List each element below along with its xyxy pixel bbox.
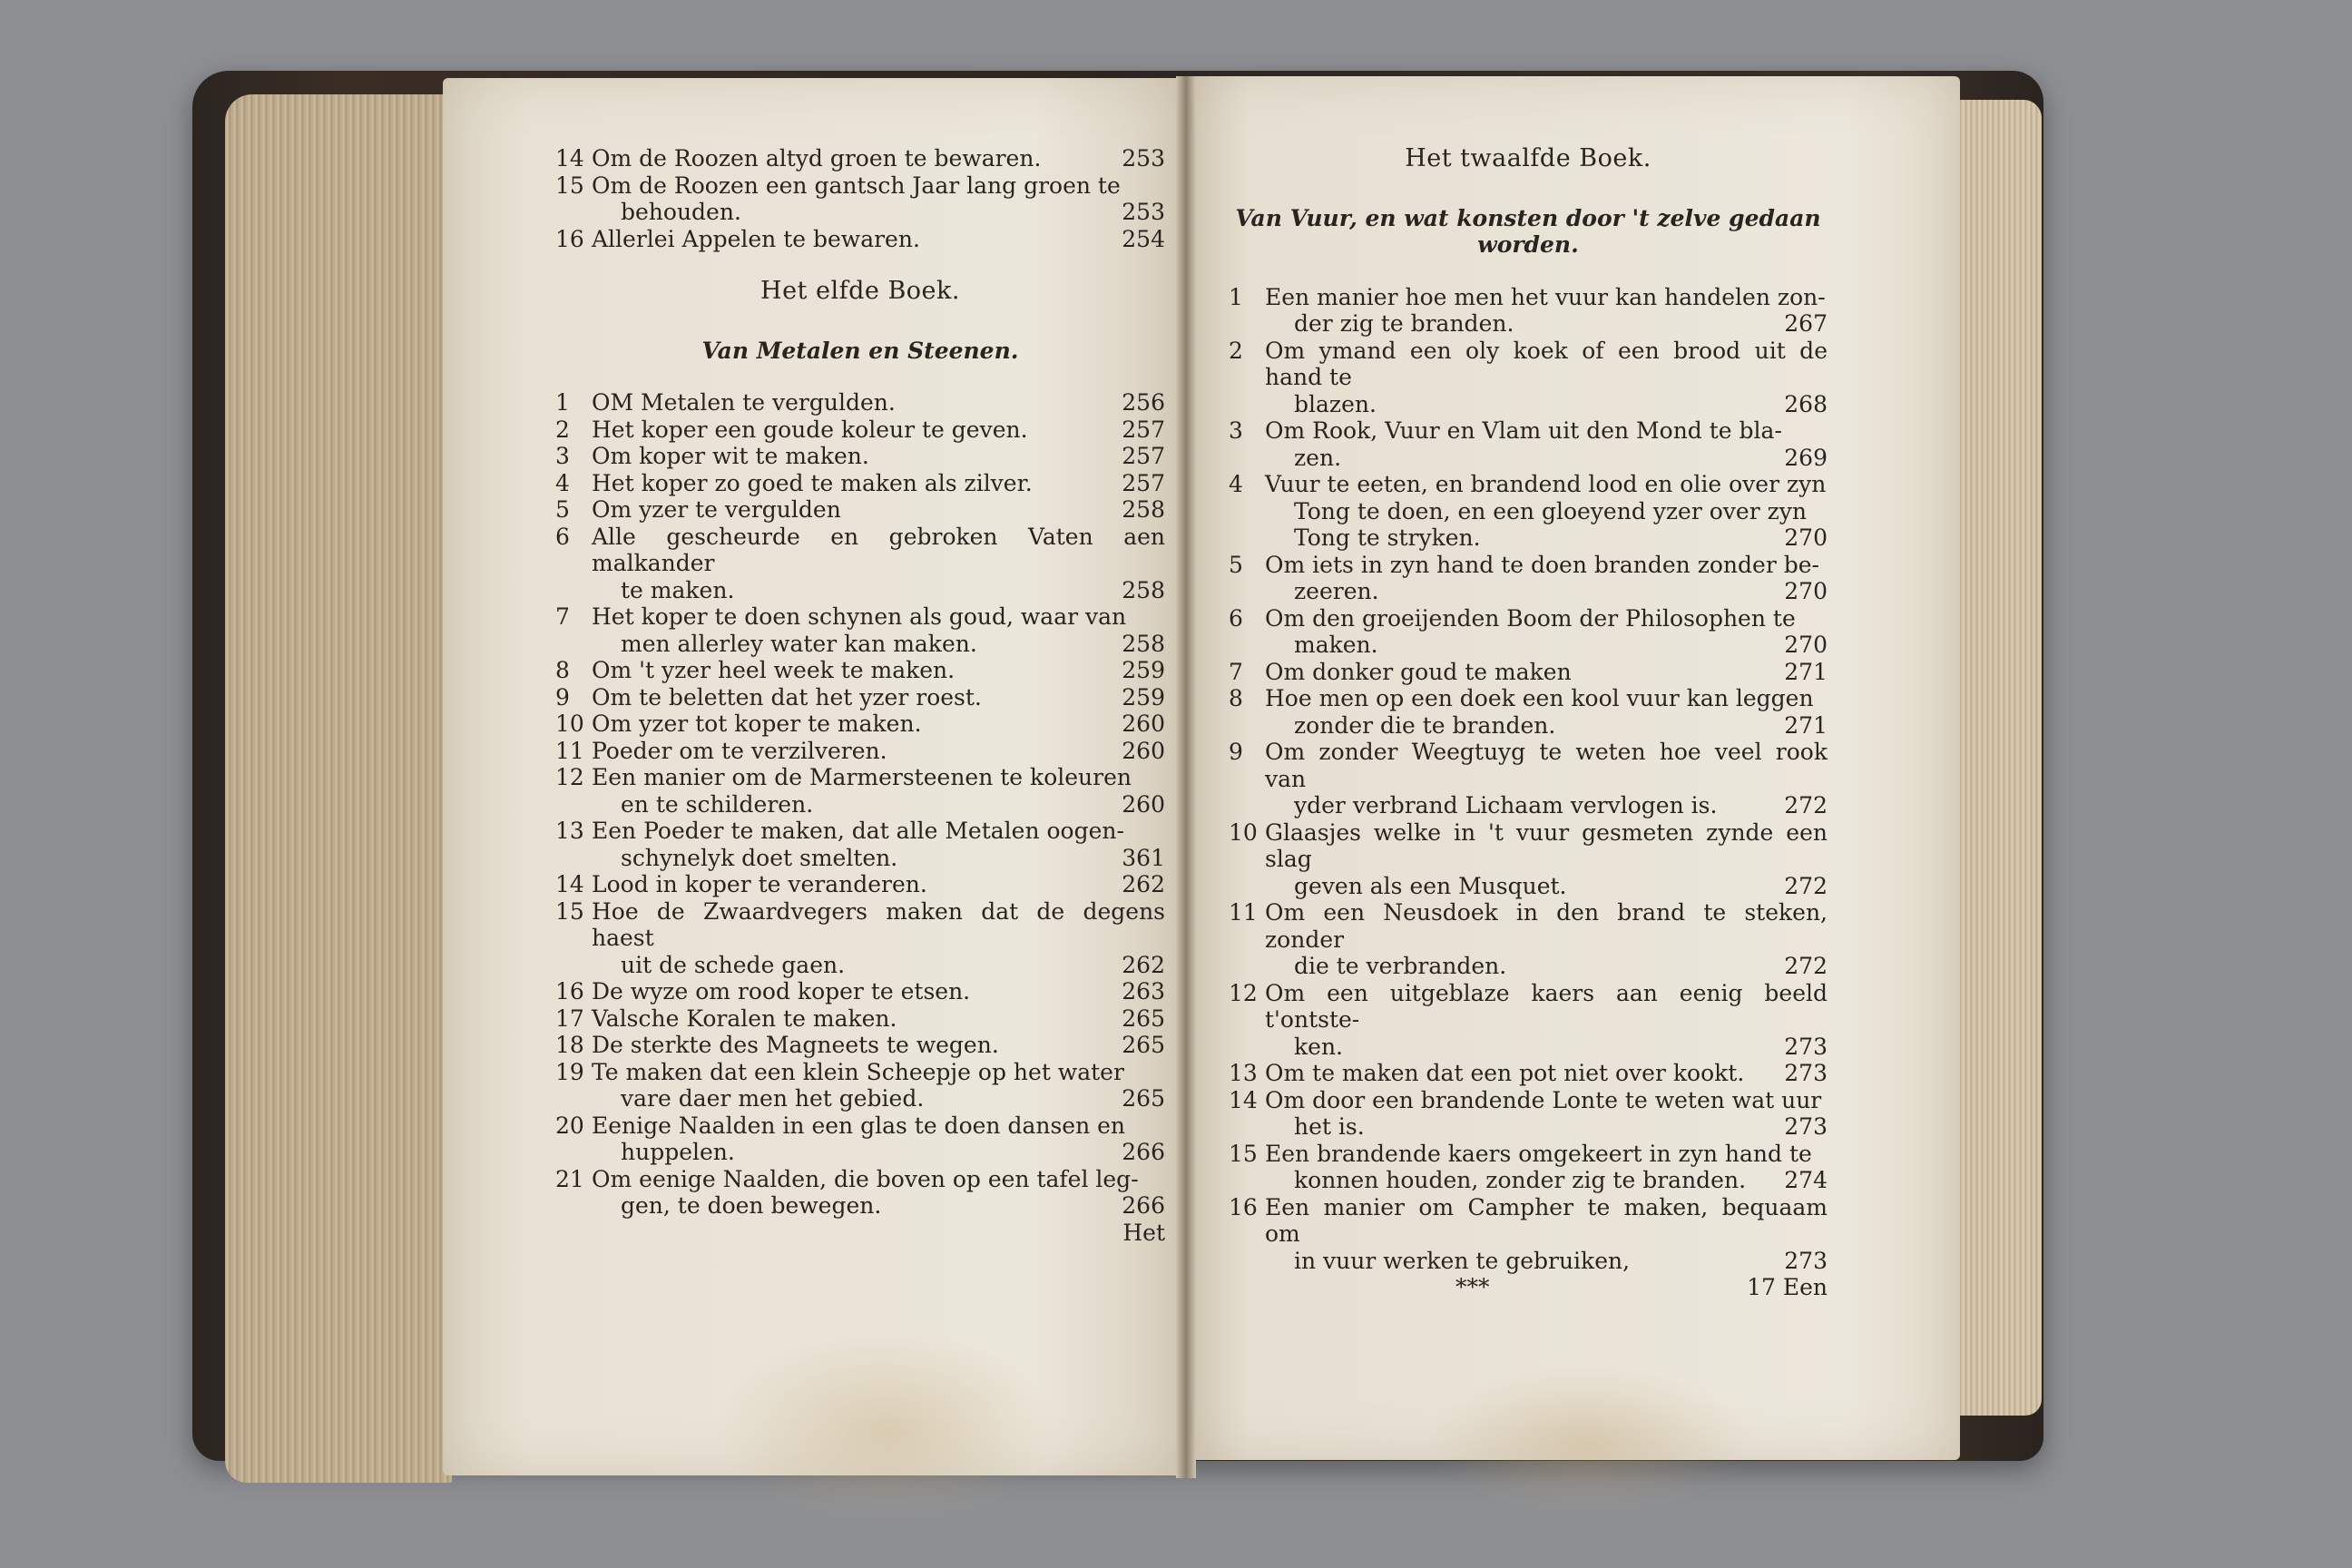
entry-text: Alle gescheurde en gebroken Vaten aen malkander — [592, 523, 1165, 576]
entry-page-number: 271 — [1784, 711, 1828, 739]
entry-number: 12 — [555, 764, 584, 790]
left-section-title: Van Metalen en Steenen. — [701, 337, 1019, 364]
entry-page-number: 265 — [1122, 1032, 1165, 1058]
entry-continuation — [1229, 391, 1828, 418]
entry-number: 15 — [555, 172, 584, 199]
entry-number: 17 — [555, 1004, 584, 1032]
ornament: *** — [1455, 1274, 1490, 1300]
entry-text: Valsche Koralen te maken. — [592, 1004, 897, 1032]
entry-text: Om iets in zyn hand te doen branden zonder be- — [1265, 551, 1819, 578]
entry-text: OM Metalen te vergulden. — [592, 389, 896, 416]
entry-text: Om de Roozen altyd groen te bewaren. — [592, 145, 1042, 172]
entry-continuation — [555, 577, 1165, 604]
toc-entry — [555, 710, 1165, 738]
entry-number: 3 — [555, 443, 570, 469]
entry-number: 19 — [555, 1058, 584, 1085]
entry-text: Vuur te eeten, en brandend lood en olie over zyn — [1265, 471, 1827, 497]
toc-entry — [555, 443, 1165, 470]
entry-text-continued: vare daer men het gebied. — [621, 1085, 925, 1112]
entry-text-continued: yder verbrand Lichaam vervlogen is. — [1294, 792, 1718, 818]
toc-entry — [1229, 1141, 1828, 1168]
entry-number: 13 — [555, 818, 584, 844]
toc-entry — [1229, 338, 1828, 391]
entry-continuation — [555, 631, 1165, 658]
toc-entry — [555, 684, 1165, 711]
entry-continuation — [1229, 1034, 1828, 1061]
entry-page-number: 265 — [1122, 1004, 1165, 1032]
water-stain — [1425, 1365, 1751, 1519]
entry-page-number: 272 — [1784, 792, 1828, 818]
toc-entry — [1229, 980, 1828, 1034]
entry-number: 6 — [1229, 604, 1243, 632]
entry-text: Lood in koper te veranderen. — [592, 871, 927, 897]
toc-entry — [555, 738, 1165, 765]
entry-text: De sterkte des Magneets te wegen. — [592, 1032, 999, 1058]
entry-number: 2 — [555, 416, 570, 443]
entry-page-number: 266 — [1122, 1139, 1165, 1165]
entry-text-continued: Tong te stryken. — [1294, 524, 1481, 551]
entry-continuation — [555, 199, 1165, 226]
entry-number: 11 — [1229, 899, 1258, 926]
entry-number: 5 — [1229, 551, 1243, 578]
entry-text: Glaasjes welke in 't vuur gesmeten zynde een slag — [1265, 818, 1828, 872]
right-catchword: 17 Een — [1747, 1274, 1828, 1300]
toc-entry — [1229, 1194, 1828, 1248]
entry-text: Hoe de Zwaardvegers maken dat de degens haest — [592, 897, 1165, 951]
entry-number: 13 — [1229, 1060, 1258, 1086]
toc-entry — [555, 657, 1165, 684]
left-entries — [555, 389, 1165, 1220]
toc-entry — [1229, 605, 1828, 632]
toc-entry — [1229, 659, 1828, 686]
entry-page-number: 273 — [1784, 1247, 1828, 1274]
entry-text-continued: blazen. — [1294, 390, 1377, 417]
entry-page-number: 259 — [1122, 657, 1165, 683]
toc-entry — [1229, 417, 1828, 445]
entry-page-number: 269 — [1784, 444, 1828, 471]
toc-entry — [1229, 685, 1828, 712]
toc-entry — [555, 1005, 1165, 1033]
entry-text-continued: gen, te doen bewegen. — [621, 1192, 882, 1219]
entry-page-number: 267 — [1784, 310, 1828, 337]
toc-entry — [555, 603, 1165, 631]
toc-entry — [1229, 819, 1828, 873]
entry-text: Om te maken dat een pot niet over kookt. — [1265, 1060, 1745, 1086]
entry-page-number: 274 — [1784, 1167, 1828, 1193]
entry-page-number: 254 — [1122, 225, 1165, 252]
entry-text-continued: uit de schede gaen. — [621, 951, 846, 978]
entry-number: 11 — [555, 737, 584, 764]
toc-entry — [555, 1032, 1165, 1059]
entry-page-number: 257 — [1122, 443, 1165, 469]
entry-page-number: 266 — [1122, 1192, 1165, 1219]
entry-number: 14 — [555, 145, 584, 172]
entry-page-number: 262 — [1122, 871, 1165, 897]
entry-number: 14 — [555, 871, 584, 897]
entry-text: Om een Neusdoek in den brand te steken, zonder — [1265, 899, 1828, 953]
entry-page-number: 258 — [1122, 630, 1165, 657]
entry-number: 9 — [555, 683, 570, 710]
entry-page-number: 253 — [1122, 199, 1165, 225]
left-top-entries — [555, 145, 1165, 252]
entry-text-continued: maken. — [1294, 632, 1378, 658]
entry-number: 7 — [1229, 658, 1243, 685]
page-edges-left — [225, 94, 452, 1483]
entry-page-number: 270 — [1784, 524, 1828, 551]
page-edges-right — [1955, 100, 2042, 1416]
entry-text: Om eenige Naalden, die boven op een tafel leg- — [592, 1165, 1139, 1192]
toc-entry — [555, 496, 1165, 524]
entry-number: 4 — [555, 469, 570, 496]
toc-entry — [555, 524, 1165, 577]
entry-page-number: 263 — [1122, 978, 1165, 1004]
toc-entry — [555, 871, 1165, 898]
entry-page-number: 271 — [1784, 658, 1828, 685]
entry-number: 15 — [555, 897, 584, 925]
entry-page-number: 270 — [1784, 578, 1828, 604]
entry-text: Hoe men op een doek een kool vuur kan leggen — [1265, 685, 1814, 711]
toc-entry — [555, 818, 1165, 845]
toc-entry — [555, 145, 1165, 172]
right-entries — [1229, 284, 1828, 1275]
right-page-text — [1229, 145, 1828, 1301]
entry-text-continued: schynelyk doet smelten. — [621, 844, 898, 871]
book-gutter — [1176, 76, 1196, 1478]
entry-page-number: 273 — [1784, 1113, 1828, 1140]
entry-text: Het koper een goude koleur te geven. — [592, 416, 1028, 443]
entry-page-number: 258 — [1122, 496, 1165, 523]
entry-text: Een Poeder te maken, dat alle Metalen oogen- — [592, 818, 1124, 844]
entry-text: Om den groeijenden Boom der Philosophen te — [1265, 604, 1796, 632]
toc-entry — [555, 1112, 1165, 1140]
entry-number: 10 — [1229, 818, 1258, 846]
toc-entry — [555, 172, 1165, 200]
entry-text-continued: het is. — [1294, 1113, 1365, 1140]
toc-entry — [1229, 1060, 1828, 1087]
entry-number: 12 — [1229, 979, 1258, 1006]
entry-number: 2 — [1229, 337, 1243, 364]
toc-entry — [555, 1059, 1165, 1086]
entry-page-number: 272 — [1784, 872, 1828, 899]
entry-page-number: 361 — [1122, 844, 1165, 871]
entry-text: Een brandende kaers omgekeert in zyn hand te — [1265, 1140, 1812, 1167]
entry-text-continued: te maken. — [621, 576, 735, 603]
entry-page-number: 257 — [1122, 416, 1165, 443]
toc-entry — [555, 1166, 1165, 1193]
toc-entry — [1229, 471, 1828, 498]
entry-text: Om te beletten dat het yzer roest. — [592, 683, 982, 710]
entry-continuation — [1229, 712, 1828, 740]
entry-number: 6 — [555, 523, 570, 550]
entry-page-number: 260 — [1122, 737, 1165, 764]
entry-text-continued: zen. — [1294, 444, 1342, 471]
entry-text-continued: ken. — [1294, 1033, 1343, 1060]
entry-number: 1 — [555, 389, 570, 416]
entry-text-continued: konnen houden, zonder zig te branden. — [1294, 1167, 1747, 1193]
toc-entry — [1229, 552, 1828, 579]
entry-continuation — [1229, 873, 1828, 900]
entry-continuation — [1229, 792, 1828, 819]
entry-number: 20 — [555, 1112, 584, 1139]
entry-text: Om de Roozen een gantsch Jaar lang groen te — [592, 172, 1121, 199]
entry-continuation — [555, 791, 1165, 818]
right-section-title: Van Vuur, en wat konsten door 't zelve gedaan worden. — [1235, 204, 1821, 258]
entry-continuation — [1229, 1113, 1828, 1141]
entry-text: Om een uitgeblaze kaers aan eenig beeld t'ontste- — [1265, 979, 1828, 1033]
entry-text: Om zonder Weegtuyg te weten hoe veel rook van — [1265, 739, 1828, 792]
entry-continuation — [555, 1085, 1165, 1112]
entry-number: 3 — [1229, 417, 1243, 444]
toc-entry — [555, 389, 1165, 416]
entry-text: De wyze om rood koper te etsen. — [592, 978, 971, 1004]
entry-continuation — [1229, 632, 1828, 659]
entry-text-continued: die te verbranden. — [1294, 953, 1507, 979]
entry-text-continued: Tong te doen, en een gloeyend yzer over zyn — [1294, 497, 1808, 524]
right-page-footer — [1229, 1274, 1828, 1301]
entry-text: Om ymand een oly koek of een brood uit de hand te — [1265, 337, 1828, 390]
entry-number: 16 — [1229, 1193, 1258, 1220]
entry-page-number: 273 — [1784, 1033, 1828, 1060]
toc-entry — [555, 416, 1165, 444]
entry-page-number: 268 — [1784, 390, 1828, 417]
entry-number: 10 — [555, 710, 584, 737]
toc-entry — [555, 898, 1165, 952]
left-book-title: Het elfde Boek. — [760, 277, 960, 305]
entry-page-number: 257 — [1122, 469, 1165, 496]
entry-text: Om koper wit te maken. — [592, 443, 869, 469]
left-catchword: Het — [1122, 1219, 1165, 1246]
entry-text: Een manier om Campher te maken, bequaam om — [1265, 1193, 1828, 1247]
entry-text: Om yzer tot koper te maken. — [592, 710, 922, 737]
entry-number: 4 — [1229, 471, 1243, 497]
entry-text-continued: geven als een Musquet. — [1294, 872, 1567, 899]
toc-entry — [1229, 284, 1828, 311]
entry-number: 16 — [555, 225, 584, 252]
entry-continuation — [1229, 578, 1828, 605]
entry-text-continued: zeeren. — [1294, 578, 1379, 604]
entry-continuation — [555, 1139, 1165, 1166]
entry-text-continued: behouden. — [621, 199, 741, 225]
entry-text: Een manier om de Marmersteenen te koleuren — [592, 764, 1132, 790]
entry-page-number: 256 — [1122, 389, 1165, 416]
right-book-title: Het twaalfde Boek. — [1405, 144, 1651, 172]
entry-number: 8 — [1229, 685, 1243, 711]
entry-text-continued: en te schilderen. — [621, 790, 814, 818]
entry-page-number: 270 — [1784, 632, 1828, 658]
entry-text: Om 't yzer heel week te maken. — [592, 657, 956, 683]
entry-page-number: 273 — [1784, 1060, 1828, 1086]
entry-text-continued: zonder die te branden. — [1294, 711, 1556, 739]
entry-text: Poeder om te verzilveren. — [592, 737, 887, 764]
entry-text: Om Rook, Vuur en Vlam uit den Mond te bla- — [1265, 417, 1782, 444]
toc-entry — [1229, 899, 1828, 953]
entry-page-number: 260 — [1122, 790, 1165, 818]
toc-entry — [555, 764, 1165, 791]
entry-continuation — [1229, 1167, 1828, 1194]
entry-text: Allerlei Appelen te bewaren. — [592, 225, 920, 252]
entry-continuation — [1229, 524, 1828, 552]
entry-continuation — [1229, 498, 1828, 525]
entry-number: 9 — [1229, 739, 1243, 765]
entry-number: 1 — [1229, 283, 1243, 310]
entry-text: Te maken dat een klein Scheepje op het water — [592, 1058, 1124, 1085]
entry-text: Om door een brandende Lonte te weten wat uur — [1265, 1086, 1822, 1113]
toc-entry — [555, 978, 1165, 1005]
entry-continuation — [1229, 1248, 1828, 1275]
entry-continuation — [1229, 953, 1828, 980]
entry-page-number: 260 — [1122, 710, 1165, 737]
entry-page-number: 258 — [1122, 576, 1165, 603]
entry-text: Om donker goud te maken — [1265, 658, 1572, 685]
toc-entry — [555, 470, 1165, 497]
entry-number: 15 — [1229, 1140, 1258, 1167]
entry-page-number: 265 — [1122, 1085, 1165, 1112]
entry-number: 14 — [1229, 1086, 1258, 1113]
entry-continuation — [555, 1192, 1165, 1220]
entry-number: 5 — [555, 496, 570, 523]
entry-number: 7 — [555, 603, 570, 630]
left-page-text — [555, 145, 1165, 1246]
entry-continuation — [555, 845, 1165, 872]
entry-page-number: 259 — [1122, 683, 1165, 710]
entry-continuation — [1229, 310, 1828, 338]
entry-continuation — [555, 952, 1165, 979]
toc-entry — [1229, 1087, 1828, 1114]
entry-page-number: 272 — [1784, 953, 1828, 979]
entry-number: 18 — [555, 1032, 584, 1058]
water-stain — [715, 1330, 1060, 1530]
entry-continuation — [1229, 445, 1828, 472]
entry-text: Het koper te doen schynen als goud, waar van — [592, 603, 1127, 630]
entry-number: 8 — [555, 657, 570, 683]
entry-text: Het koper zo goed te maken als zilver. — [592, 469, 1033, 496]
entry-number: 21 — [555, 1165, 584, 1192]
entry-text-continued: men allerley water kan maken. — [621, 630, 977, 657]
entry-text: Eenige Naalden in een glas te doen dansen en — [592, 1112, 1126, 1139]
entry-text: Een manier hoe men het vuur kan handelen zon- — [1265, 283, 1826, 310]
toc-entry — [1229, 739, 1828, 792]
entry-page-number: 262 — [1122, 951, 1165, 978]
entry-number: 16 — [555, 978, 584, 1004]
entry-page-number: 253 — [1122, 145, 1165, 172]
entry-text-continued: huppelen. — [621, 1139, 735, 1165]
entry-text-continued: in vuur werken te gebruiken, — [1294, 1247, 1631, 1274]
entry-text-continued: der zig te branden. — [1294, 310, 1514, 337]
entry-text: Om yzer te vergulden — [592, 496, 841, 523]
toc-entry — [555, 226, 1165, 253]
